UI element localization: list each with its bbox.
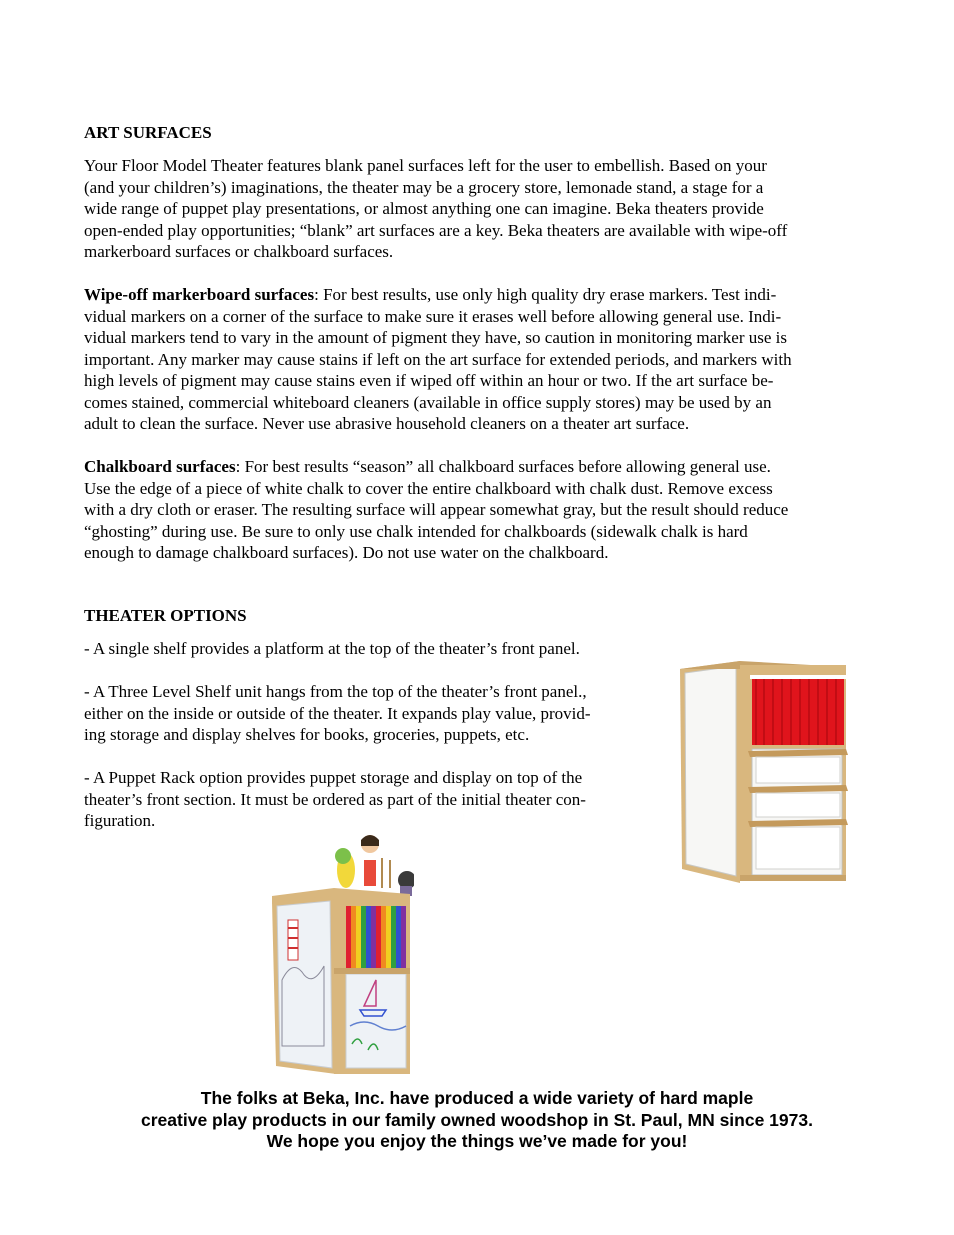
text-line: - A single shelf provides a platform at the top of the theater’s front panel. [84, 639, 580, 658]
text-line: : For best results “season” all chalkboard surfaces before allowing general use. [235, 457, 771, 476]
text-line: with a dry cloth or eraser. The resulting surface will appear somewhat gray, but the result should reduce [84, 500, 789, 519]
footer-line: We hope you enjoy the things we’ve made for you! [266, 1131, 688, 1151]
option-single-shelf [84, 638, 654, 660]
text-line: figuration. [84, 811, 156, 830]
text-line: high levels of pigment may cause stains even if wiped off within an hour or two. If the art surface be- [84, 371, 774, 390]
theater-with-puppet-rack-image [264, 830, 414, 1076]
text-line: ing storage and display shelves for books, groceries, puppets, etc. [84, 725, 530, 744]
text-line: important. Any marker may cause stains if left on the art surface for extended periods, and markers with [84, 349, 792, 369]
text-line: markerboard surfaces or chalkboard surfaces. [84, 242, 394, 261]
footer-line: creative play products in our family owned woodshop in St. Paul, MN since 1973. [141, 1109, 813, 1130]
text-line: - A Three Level Shelf unit hangs from the top of the theater’s front panel., [84, 682, 587, 701]
footer-line: The folks at Beka, Inc. have produced a wide variety of hard maple [200, 1088, 754, 1108]
text-line: either on the inside or outside of the theater. It expands play value, provid- [84, 703, 591, 723]
text-line: open-ended play opportunities; “blank” art surfaces are a key. Beka theaters are available with wipe-off [84, 220, 788, 240]
markerboard-paragraph [84, 284, 874, 435]
art-surfaces-intro [84, 155, 874, 263]
markerboard-label: Wipe-off markerboard surfaces [84, 285, 315, 304]
text-line: Your Floor Model Theater features blank panel surfaces left for the user to embellish. Based on your [84, 156, 767, 175]
chalkboard-label: Chalkboard surfaces [84, 457, 236, 476]
option-three-level-shelf [84, 681, 654, 746]
text-line: theater’s front section. It must be ordered as part of the initial theater con- [84, 789, 586, 809]
footer-message [0, 1088, 954, 1153]
theater-with-shelves-image [676, 655, 852, 885]
text-line: adult to clean the surface. Never use abrasive household cleaners on a theater art surface. [84, 414, 690, 433]
art-surfaces-heading: ART SURFACES [84, 123, 212, 142]
option-puppet-rack [84, 767, 654, 832]
text-line: wide range of puppet play presentations, or almost anything one can imagine. Beka theaters provide [84, 199, 764, 218]
text-line: enough to damage chalkboard surfaces). Do not use water on the chalkboard. [84, 543, 609, 562]
text-line: vidual markers on a corner of the surface to make sure it erases well before allowing general use. Indi- [84, 306, 782, 326]
theater-options-heading: THEATER OPTIONS [84, 606, 247, 625]
text-line: - A Puppet Rack option provides puppet storage and display on top of the [84, 768, 583, 787]
text-line: (and your children’s) imaginations, the theater may be a grocery store, lemonade stand, a stage for a [84, 177, 764, 197]
text-line: Use the edge of a piece of white chalk to cover the entire chalkboard with chalk dust. Remove excess [84, 478, 773, 498]
chalkboard-paragraph [84, 456, 874, 564]
text-line: vidual markers tend to vary in the amount of pigment they have, so caution in monitoring marker use is [84, 328, 787, 347]
text-line: : For best results, use only high quality dry erase markers. Test indi- [314, 285, 777, 304]
text-line: “ghosting” during use. Be sure to only use chalk intended for chalkboards (sidewalk chalk is hard [84, 521, 748, 541]
text-line: comes stained, commercial whiteboard cleaners (available in office supply stores) may be used by an [84, 392, 772, 412]
